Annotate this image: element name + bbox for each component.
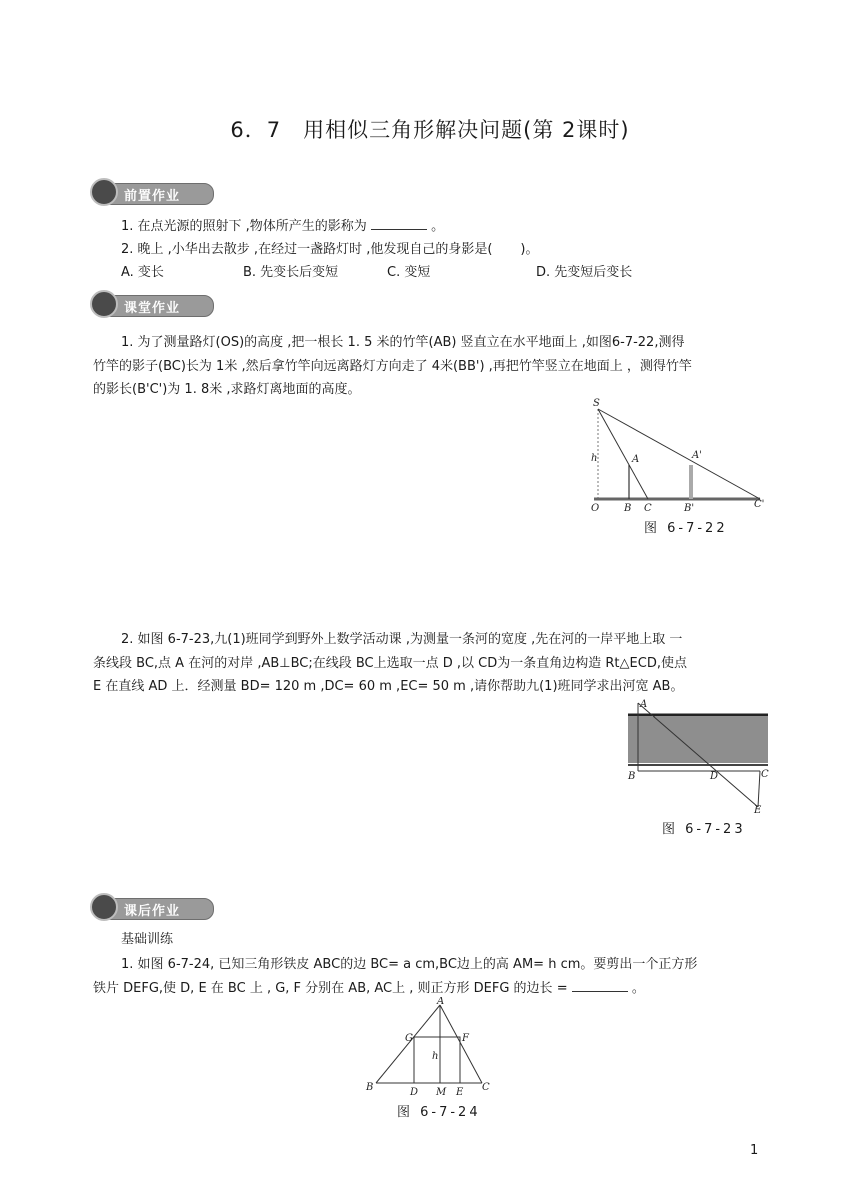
- page-number: 1: [750, 1143, 759, 1158]
- class-q2-line1: 2. 如图 6-7-23,九(1)班同学到野外上数学活动课 ,为测量一条河的宽度 ,先在河的一岸平地上取 一: [121, 632, 683, 647]
- label-d: D: [710, 771, 719, 782]
- pole-a2b2: [689, 465, 693, 499]
- river: [628, 717, 768, 763]
- section-banner-pre: [90, 178, 220, 208]
- banner-icon: [90, 290, 118, 318]
- label-a-prime: A': [692, 450, 702, 461]
- pre-q2-end: )。: [520, 242, 539, 257]
- label-f: F: [462, 1033, 469, 1044]
- label-o: O: [591, 503, 600, 514]
- label-g: G: [405, 1033, 413, 1044]
- figure-6-7-24: [364, 997, 496, 1097]
- pre-q2-option-a: A. 变长: [121, 265, 164, 280]
- label-h: h: [432, 1051, 439, 1062]
- line-ce: [758, 771, 760, 807]
- label-a: A: [632, 454, 640, 465]
- class-q1-line2: 竹竿的影子(BC)长为 1米 ,然后拿竹竿向远离路灯方向走了 4米(BB') ,再把竹竿竖立在地面上 ，测得竹竿: [93, 359, 692, 374]
- label-b: B: [366, 1082, 374, 1093]
- class-q2-line3: E 在直线 AD 上．经测量 BD= 120 m ,DC= 60 m ,EC= 50 m ,请你帮助九(1)班同学求出河宽 AB。: [93, 679, 684, 694]
- label-h: h: [591, 453, 598, 464]
- banner-label: 课堂作业: [124, 301, 181, 316]
- pre-q2: [121, 239, 538, 261]
- homework-q1-line2-text: 铁片 DEFG,使 D, E 在 BC 上 , G, F 分别在 AB, AC上 , 则正方形 DEFG 的边长 =: [93, 981, 568, 996]
- banner-label: 课后作业: [124, 904, 181, 919]
- figure-6-7-23: [624, 697, 770, 815]
- answer-blank: [572, 978, 628, 992]
- label-b-prime: B': [684, 503, 695, 514]
- homework-q1-end: 。: [631, 981, 645, 996]
- pre-q2-option-c: C. 变短: [387, 265, 431, 280]
- banner-icon: [90, 893, 118, 921]
- pre-q2-option-b: B. 先变长后变短: [243, 265, 339, 280]
- pre-q1-end: 。: [431, 219, 445, 234]
- label-e: E: [754, 805, 762, 815]
- side-ab: [376, 1005, 440, 1083]
- class-q1-line3: 的影长(B'C')为 1. 8米 ,求路灯离地面的高度。: [93, 382, 361, 397]
- fig23-caption: 图 6-7-23: [662, 822, 746, 837]
- class-q2-line2: 条线段 BC,点 A 在河的对岸 ,AB⊥BC;在线段 BC上选取一点 D ,以 CD为一条直角边构造 Rt△ECD,使点: [93, 656, 687, 671]
- label-s: S: [593, 398, 600, 409]
- label-c: C: [644, 503, 652, 514]
- pre-q2-text: 2. 晚上 ,小华出去散步 ,在经过一盏路灯时 ,他发现自己的身影是(: [121, 242, 493, 257]
- label-a: A: [437, 997, 445, 1007]
- section-banner-after: [90, 893, 220, 923]
- pre-q2-option-d: D. 先变短后变长: [536, 265, 633, 280]
- label-c: C: [482, 1082, 490, 1093]
- label-b: B: [628, 771, 636, 782]
- banner-label: 前置作业: [124, 189, 181, 204]
- label-c-prime: C': [754, 499, 765, 510]
- homework-subhead: 基础训练: [121, 932, 174, 947]
- label-c: C: [761, 769, 769, 780]
- light-ray-to-c2: [598, 409, 760, 499]
- label-e: E: [456, 1087, 464, 1097]
- label-m: M: [436, 1087, 447, 1097]
- answer-blank: [371, 216, 427, 230]
- pre-q1: [121, 216, 444, 238]
- side-ac: [440, 1005, 482, 1083]
- banner-icon: [90, 178, 118, 206]
- fig22-caption: 图 6-7-22: [644, 521, 728, 536]
- label-b: B: [624, 503, 632, 514]
- homework-q1-line1: 1. 如图 6-7-24, 已知三角形铁皮 ABC的边 BC= a cm,BC边上的高 AM= h cm。要剪出一个正方形: [121, 957, 698, 972]
- label-d: D: [410, 1087, 419, 1097]
- figure-6-7-22: [588, 395, 772, 517]
- page-title: 6．7 用相似三角形解决问题(第 2课时): [230, 118, 630, 142]
- fig24-caption: 图 6-7-24: [397, 1105, 481, 1120]
- pre-q1-text: 1. 在点光源的照射下 ,物体所产生的影称为: [121, 219, 367, 234]
- label-a: A: [640, 699, 648, 710]
- section-banner-class: [90, 290, 220, 320]
- class-q1-line1: 1. 为了测量路灯(OS)的高度 ,把一根长 1. 5 米的竹竿(AB) 竖直立在水平地面上 ,如图6-7-22,测得: [121, 335, 685, 350]
